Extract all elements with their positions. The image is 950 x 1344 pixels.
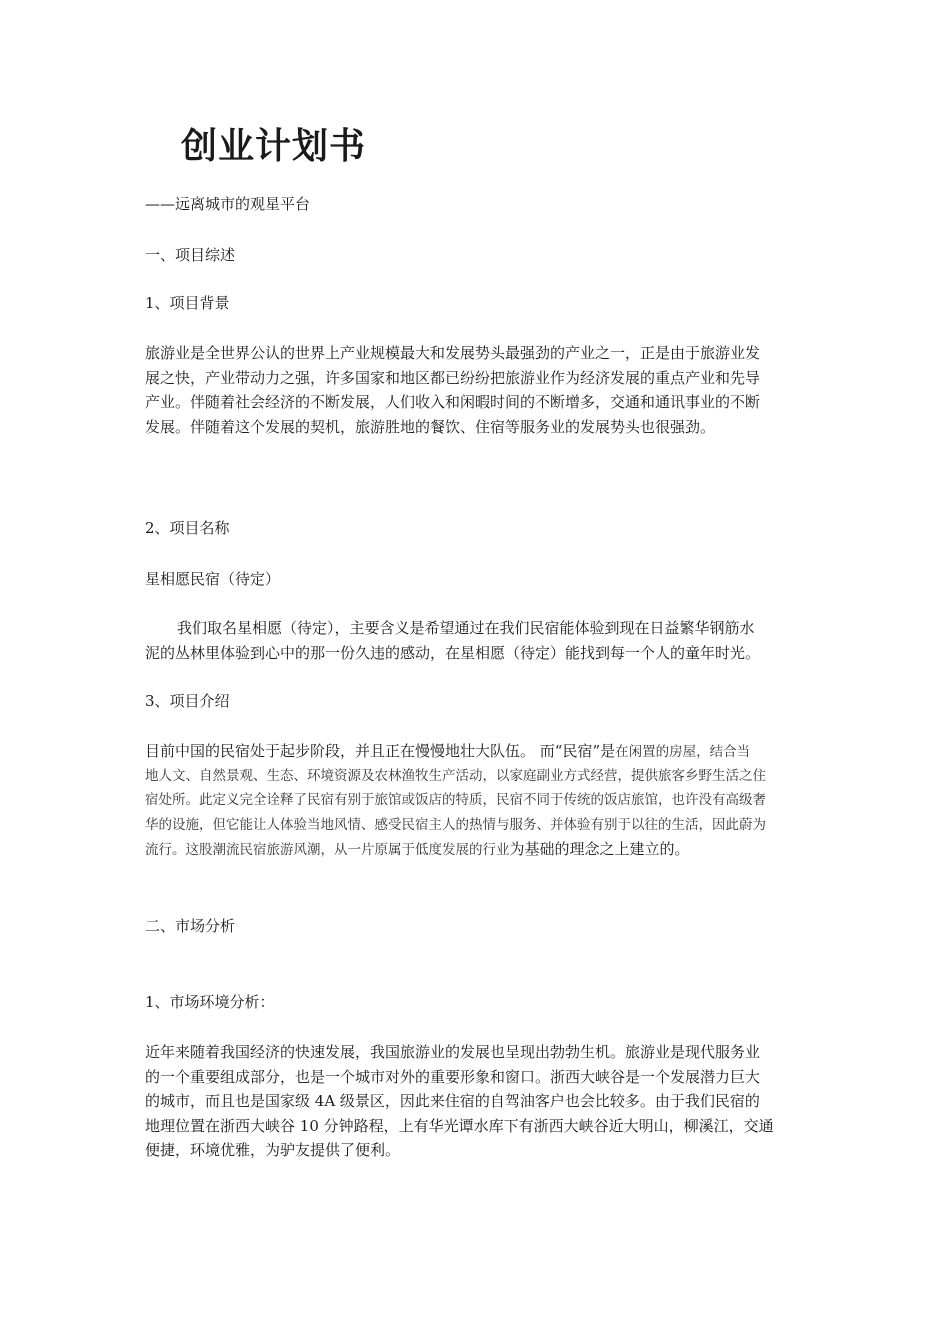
paragraph-line: 地理位置在浙西大峡谷 10 分钟路程，上有华光谭水库下有浙西大峡谷近大明山，柳溪江，交通	[145, 1116, 774, 1135]
paragraph-line: 旅游业是全世界公认的世界上产业规模最大和发展势头最强劲的产业之一，正是由于旅游业发	[145, 344, 761, 362]
paragraph-line: 便捷，环境优雅，为驴友提供了便利。	[145, 1141, 401, 1159]
project-intro-paragraph	[145, 739, 807, 862]
paragraph-line: 近年来随着我国经济的快速发展，我国旅游业的发展也呈现出勃勃生机。旅游业是现代服务业	[145, 1043, 761, 1061]
paragraph-line: 泥的丛林里体验到心中的那一份久违的感动，在星相愿（待定）能找到每一个人的童年时光。	[145, 643, 761, 662]
paragraph-line: 我们取名星相愿（待定），主要含义是希望通过在我们民宿能体验到现在日益繁华钢筋水	[177, 619, 755, 637]
project-intro-heading: 3、项目介绍	[145, 692, 230, 710]
market-environment-heading: 1、市场环境分析：	[145, 993, 275, 1011]
background-paragraph	[145, 341, 807, 439]
section-2-heading: 二、市场分析	[145, 917, 236, 935]
paragraph-line: 的城市，而且也是国家级 4A 级景区，因此来住宿的自驾油客户也会比较多。由于我们民宿的	[145, 1092, 760, 1110]
intro-line-part: 在闲置的房屋，结合当	[615, 744, 751, 760]
project-name-value: 星相愿民宿（待定）	[145, 570, 281, 588]
paragraph-line: 展之快，产业带动力之强，许多国家和地区都已纷纷把旅游业作为经济发展的重点产业和先导	[145, 368, 761, 387]
paragraph-line: 产业。伴随着社会经济的不断发展，人们收入和闲暇时间的不断增多，交通和通讯事业的不断	[145, 393, 761, 411]
paragraph-line: 地人文、自然景观、生态、环境资源及农林渔牧生产活动，以家庭副业方式经营，提供旅客乡野生活之住	[145, 767, 766, 784]
document-subtitle: ——远离城市的观星平台	[145, 195, 311, 213]
document-title: 创业计划书	[181, 125, 367, 167]
background-heading: 1、项目背景	[145, 294, 230, 312]
intro-line-part: 流行。这股潮流民宿旅游风潮，从一片原属于低度发展的行业	[145, 842, 510, 858]
paragraph-line	[145, 837, 807, 862]
intro-line-part: 为基础的理念之上建立的。	[509, 840, 690, 858]
project-name-paragraph	[145, 616, 807, 665]
project-name-heading: 2、项目名称	[145, 519, 230, 537]
intro-line-part: 目前中国的民宿处于起步阶段，并且正在慢慢地壮大队伍。 而“民宿”是	[145, 742, 616, 760]
paragraph-line	[145, 739, 807, 764]
paragraph-line: 的一个重要组成部分，也是一个城市对外的重要形象和窗口。浙西大峡谷是一个发展潜力巨大	[145, 1067, 761, 1086]
paragraph-line: 宿处所。此定义完全诠释了民宿有别于旅馆或饭店的特质，民宿不同于传统的饭店旅馆，也许没有高级奢	[145, 792, 766, 808]
market-environment-paragraph	[145, 1040, 807, 1163]
paragraph-line: 华的设施，但它能让人体验当地风情、感受民宿主人的热情与服务、并体验有别于以往的生活，因此蔚为	[145, 816, 766, 833]
section-1-heading: 一、项目综述	[145, 246, 236, 264]
paragraph-line: 发展。伴随着这个发展的契机，旅游胜地的餐饮、住宿等服务业的发展势头也很强劲。	[145, 417, 716, 436]
